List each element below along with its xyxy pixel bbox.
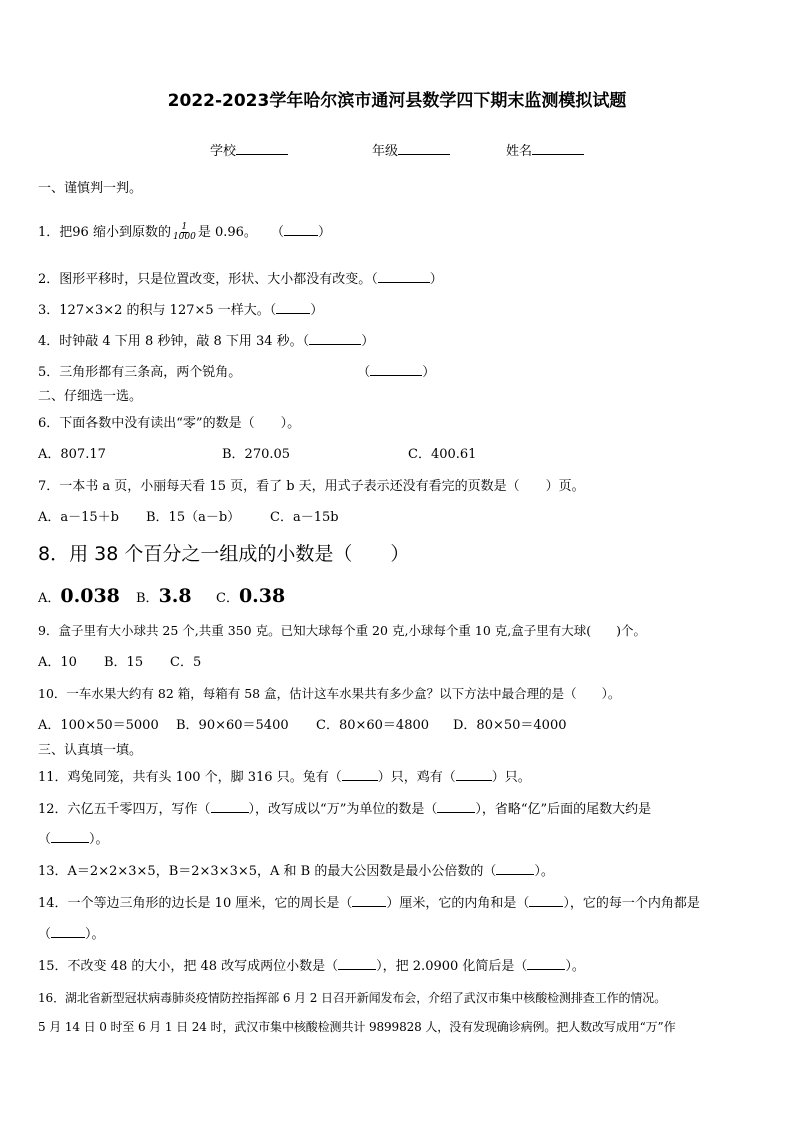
question-13: [38, 863, 554, 880]
q1-post: 是 0.96。: [197, 225, 257, 240]
q11-p3: ）只。: [491, 770, 531, 785]
q6-option-c[interactable]: C．400.61: [408, 447, 477, 462]
q10-option-d[interactable]: D．80×50＝4000: [453, 718, 567, 733]
q4-text: 4．时钟敲 4 下用 8 秒钟，敲 8 下用 34 秒。（: [38, 334, 310, 349]
q4-answer-blank[interactable]: [309, 333, 361, 345]
q14-blank-1[interactable]: [352, 895, 386, 907]
q13-p2: ）。: [534, 864, 554, 879]
q1-frac-num: 1: [181, 222, 188, 232]
q14-p2: ）厘米，它的内角和是（: [386, 896, 530, 911]
q9-option-b[interactable]: B．15: [104, 655, 144, 670]
question-12-cont: [38, 831, 109, 848]
question-3: [38, 302, 323, 319]
q12-p3: ），省略“亿”后面的尾数大约是: [475, 802, 652, 817]
question-4: [38, 333, 374, 350]
section-heading-3: 三、认真填一填。: [38, 743, 143, 758]
q12-p4: （: [38, 832, 52, 847]
question-11: [38, 769, 531, 786]
q12-blank-3[interactable]: [51, 831, 89, 843]
question-7: 7．一本书 a 页，小丽每天看 15 页，看了 b 天，用式子表示还没有看完的页数是（ ）页。: [38, 479, 585, 494]
question-16-line-2: 5 月 14 日 0 时至 6 月 1 日 24 时，武汉市集中核酸检测共计 9899828 人，没有发现确诊病例。把人数改写成用“万”作: [38, 1020, 676, 1034]
question-2: [38, 271, 443, 288]
question-10: 10．一车水果大约有 82 箱，每箱有 58 盒，估计这车水果共有多少盒？以下方法中最合理的是（ ）。: [38, 686, 621, 701]
q12-p5: ）。: [89, 832, 109, 847]
q14-p5: ）。: [85, 927, 105, 942]
q8-option-b[interactable]: [136, 585, 192, 610]
q8-a-label: A．: [38, 591, 61, 606]
q15-p2: ），把 2.0900 化简后是（: [376, 959, 528, 974]
q8-a-value: 0.038: [60, 585, 120, 607]
q1-fraction: [172, 223, 197, 242]
question-6: 6．下面各数中没有读出“零”的数是（ ）。: [38, 416, 301, 431]
q11-p1: 11．鸡兔同笼，共有头 100 个，脚 316 只。兔有（: [38, 770, 342, 785]
q6-option-a[interactable]: A．807.17: [38, 447, 106, 462]
q1-frac-den: 1000: [172, 232, 196, 242]
grade-label: 年级: [372, 144, 399, 159]
q14-blank-3[interactable]: [51, 926, 85, 938]
q8-b-label: B．: [136, 591, 159, 606]
question-14-cont: [38, 926, 105, 943]
q10-option-b[interactable]: B．90×60＝5400: [176, 718, 289, 733]
grade-blank[interactable]: [398, 142, 450, 155]
q1-pre: 1．把96 缩小到原数的: [38, 225, 171, 240]
school-label: 学校: [210, 144, 237, 159]
q1-answer-blank[interactable]: [284, 224, 318, 236]
q12-blank-1[interactable]: [211, 801, 249, 813]
q8-c-value: 0.38: [238, 585, 286, 607]
q3-text: 3．127×3×2 的积与 127×5 一样大。（: [38, 303, 277, 318]
q14-blank-2[interactable]: [529, 895, 563, 907]
q15-p1: 15．不改变 48 的大小，把 48 改写成两位小数是（: [38, 959, 339, 974]
q3-end: ）: [310, 303, 324, 318]
q12-blank-2[interactable]: [437, 801, 475, 813]
question-8: 8．用 38 个百分之一组成的小数是（ ）: [38, 543, 410, 565]
q11-p2: ）只，鸡有（: [377, 770, 456, 785]
q8-b-value: 3.8: [158, 585, 192, 607]
question-15: [38, 958, 585, 975]
section-heading-1: 一、谨慎判一判。: [38, 181, 143, 196]
q7-option-c[interactable]: C．a－15b: [270, 510, 339, 525]
q2-answer-blank[interactable]: [378, 271, 430, 283]
q1-paren-open: （: [270, 225, 284, 240]
q15-p3: ）。: [565, 959, 585, 974]
q10-option-a[interactable]: A．100×50＝5000: [38, 718, 159, 733]
q5-text: 5．三角形都有三条高，两个锐角。: [38, 365, 242, 380]
school-field: [210, 140, 288, 159]
q2-text: 2．图形平移时，只是位置改变，形状、大小都没有改变。（: [38, 272, 378, 287]
q10-option-c[interactable]: C．80×60＝4800: [316, 718, 430, 733]
question-9: 9．盒子里有大小球共 25 个,共重 350 克。已知大球每个重 20 克,小球每个重 10 克,盒子里有大球( )个。: [38, 623, 646, 638]
q7-option-b[interactable]: B．15（a－b）: [146, 510, 241, 525]
q4-end: ）: [361, 334, 375, 349]
q8-option-a[interactable]: [38, 585, 120, 610]
question-1: [38, 223, 331, 242]
name-field: [506, 140, 584, 159]
school-blank[interactable]: [236, 142, 288, 155]
q5-answer-blank[interactable]: [370, 364, 422, 376]
page-title: 2022-2023学年哈尔滨市通河县数学四下期末监测模拟试题: [167, 91, 627, 111]
q5-paren-open: （: [357, 365, 371, 380]
q7-option-a[interactable]: A．a－15＋b: [38, 510, 120, 525]
grade-field: [372, 140, 450, 159]
q1-paren-close: ）: [317, 225, 331, 240]
q13-p1: 13．A＝2×2×3×5，B＝2×3×3×5，A 和 B 的最大公因数是最小公倍数的（: [38, 864, 497, 879]
question-14: [38, 895, 700, 912]
q13-blank-1[interactable]: [496, 863, 534, 875]
q3-answer-blank[interactable]: [276, 302, 310, 314]
q14-p1: 14．一个等边三角形的边长是 10 厘米，它的周长是（: [38, 896, 353, 911]
q8-option-c[interactable]: [216, 585, 285, 610]
q9-option-c[interactable]: C．5: [170, 655, 202, 670]
section-heading-2: 二、仔细选一选。: [38, 389, 143, 404]
question-5: [38, 364, 435, 381]
q2-end: ）: [429, 272, 443, 287]
q14-p3: ），它的每一个内角都是: [563, 896, 700, 911]
question-16-line-1: 16．湖北省新型冠状病毒肺炎疫情防控指挥部 6 月 2 日召开新闻发布会，介绍了武汉市集中核酸检测排查工作的情况。: [38, 991, 667, 1005]
q12-p2: ），改写成以“万”为单位的数是（: [248, 802, 438, 817]
q11-blank-2[interactable]: [456, 769, 492, 781]
name-label: 姓名: [506, 144, 533, 159]
q6-option-b[interactable]: B．270.05: [222, 447, 291, 462]
q14-p4: （: [38, 927, 52, 942]
q8-c-label: C．: [216, 591, 239, 606]
q15-blank-1[interactable]: [338, 958, 376, 970]
q11-blank-1[interactable]: [342, 769, 378, 781]
q12-p1: 12．六亿五千零四万，写作（: [38, 802, 211, 817]
question-12: [38, 801, 651, 818]
name-blank[interactable]: [532, 142, 584, 155]
q9-option-a[interactable]: A．10: [38, 655, 77, 670]
q15-blank-2[interactable]: [527, 958, 565, 970]
q5-end: ）: [422, 365, 436, 380]
